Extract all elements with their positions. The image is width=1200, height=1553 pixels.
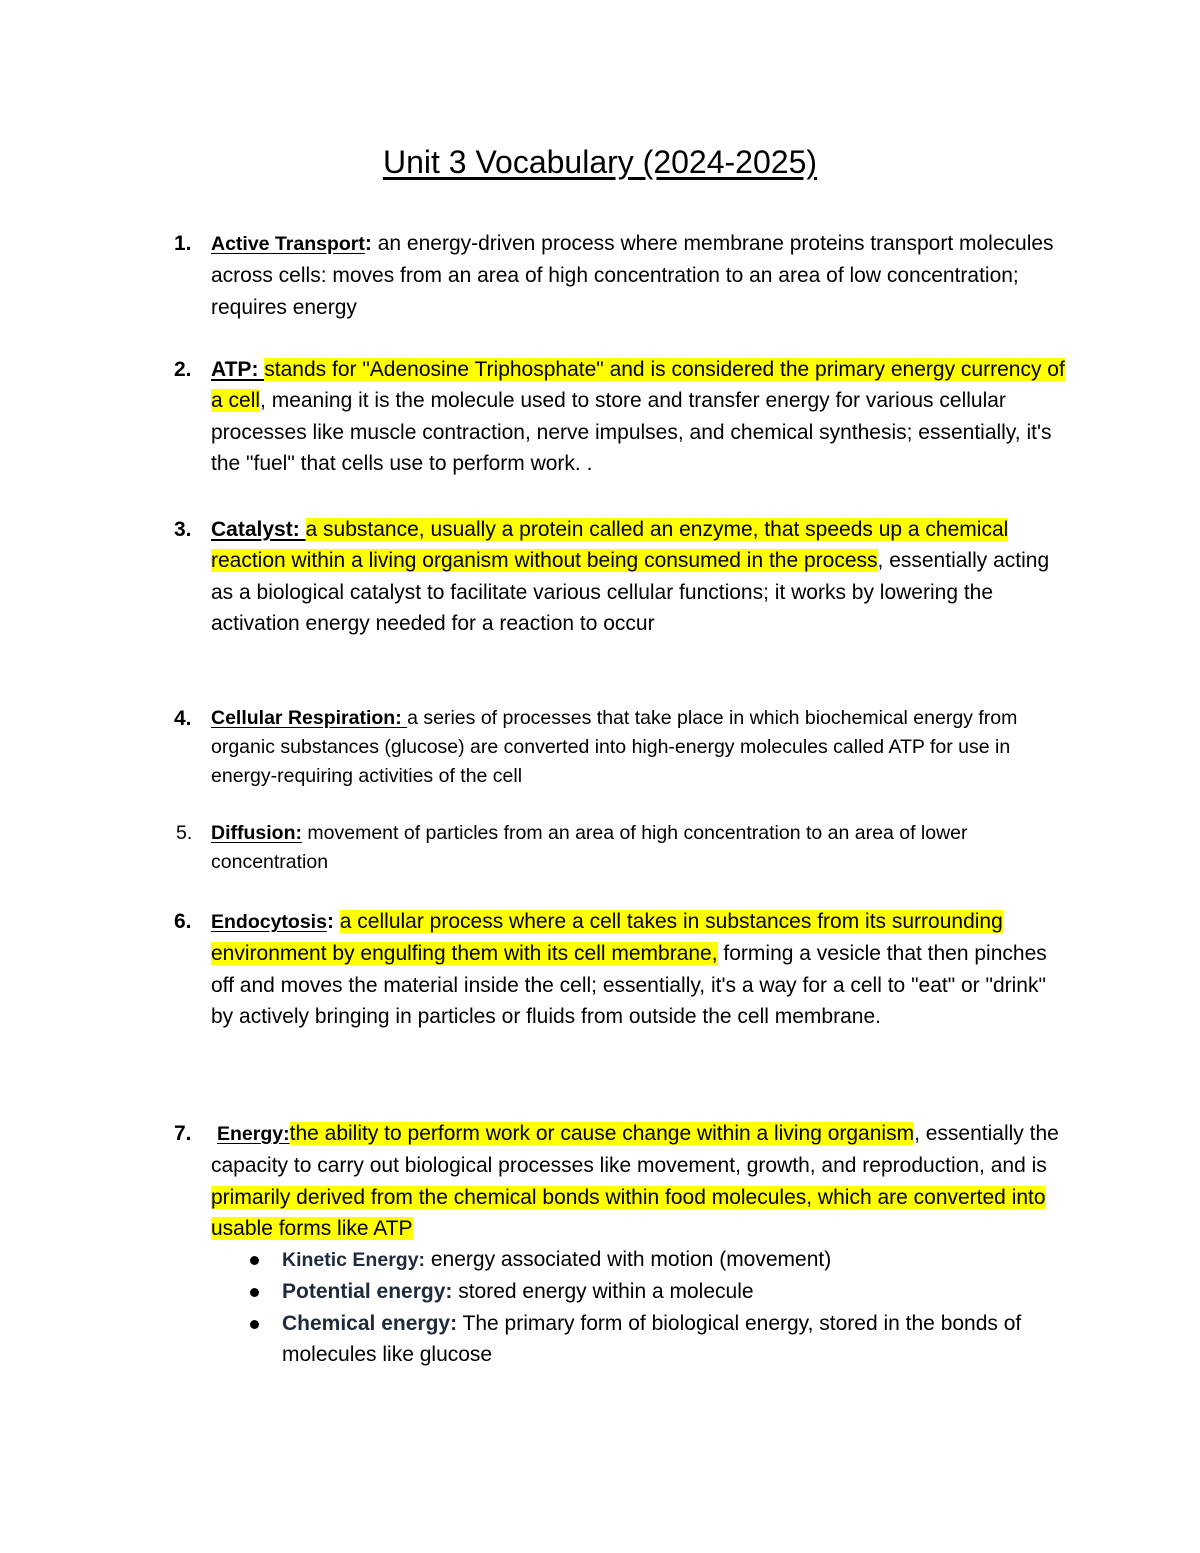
entry-definition: movement of particles from an area of high concentration to an area of lower concentration — [211, 822, 968, 873]
entry-number: 1. — [174, 232, 192, 255]
page-title: Unit 3 Vocabulary (2024-2025) — [382, 144, 818, 180]
entry-number: 7. — [174, 1122, 192, 1145]
entry-number: 5. — [176, 822, 193, 844]
entry-body — [211, 704, 1071, 791]
entry-term: Energy: — [217, 1123, 290, 1145]
entry-body — [211, 906, 1071, 1032]
bullet-term: Chemical energy: — [282, 1311, 458, 1335]
entry-body — [211, 354, 1071, 479]
bullet-icon — [250, 1256, 259, 1265]
entry-definition-highlight-2: primarily derived from the chemical bonds within food molecules, which are converted into usable forms like ATP — [211, 1185, 1046, 1240]
entry-body — [211, 228, 1071, 323]
entry-definition: , meaning it is the molecule used to store and transfer energy for various cellular processes like muscle contraction, nerve impulses, and chemical synthesis; essentially, it's the "fuel" that cells use to perform work. . — [211, 389, 1052, 475]
entry-definition: an energy-driven process where membrane proteins transport molecules across cells: moves from an area of high concentration to an area of low concentration; requires energy — [211, 232, 1054, 319]
entry-term: Endocytosis — [211, 911, 327, 933]
entry-body — [211, 514, 1071, 639]
entry-number: 6. — [174, 910, 192, 933]
energy-types-list — [211, 1244, 1071, 1370]
entry-term: ATP: — [211, 358, 265, 381]
bullet-text: The primary form of biological energy, stored in the bonds of molecules like glucose — [282, 1311, 1022, 1367]
entry-definition: a series of processes that take place in which biochemical energy from organic substances (glucose) are converted into high-energy molecules called ATP for use in energy-requiring activities of the cell — [211, 707, 1018, 787]
entry-definition-highlight: stands for "Adenosine Triphosphate" and is considered the primary energy currency of a cell — [211, 358, 1065, 413]
bullet-term: Potential energy: — [282, 1280, 453, 1304]
bullet-term: Kinetic Energy: — [282, 1249, 426, 1272]
entry-term: Cellular Respiration: — [211, 707, 408, 729]
entry-number: 2. — [174, 358, 192, 381]
entry-term: Catalyst: — [211, 518, 306, 541]
entry-definition: , essentially the capacity to carry out biological processes like movement, growth, and reproduction, and is — [211, 1122, 1059, 1178]
entry-definition-highlight: a substance, usually a protein called an enzyme, that speeds up a chemical reaction within a living organism without being consumed in the process — [211, 518, 1009, 573]
entry-term-suffix: : — [326, 910, 334, 933]
entry-definition: forming a vesicle that then pinches off and moves the material inside the cell; essentially, it's a way for a cell to "eat" or "drink" by actively bringing in particles or fluids from outside the cell membrane. — [211, 942, 1047, 1028]
bullet-icon — [250, 1288, 259, 1297]
entry-number: 3. — [174, 518, 192, 541]
entry-body — [211, 1118, 1071, 1370]
bullet-text: energy associated with motion (movement) — [425, 1248, 832, 1272]
entry-term: Active Transport — [211, 233, 365, 255]
list-item — [0, 1244, 1071, 1276]
entry-term: Diffusion: — [211, 822, 302, 844]
list-item — [0, 1308, 1071, 1371]
list-item — [0, 1276, 1071, 1307]
bullet-text: stored energy within a molecule — [452, 1280, 754, 1304]
entry-definition-highlight: a cellular process where a cell takes in substances from its surrounding environment by engulfing them with its cell membrane, — [211, 910, 1003, 966]
entry-definition: , essentially acting as a biological catalyst to facilitate various cellular functions; it works by lowering the activation energy needed for a reaction to occur — [211, 549, 1050, 635]
entry-term-suffix: : — [364, 232, 372, 255]
entry-definition-highlight: the ability to perform work or cause change within a living organism — [289, 1122, 915, 1145]
entry-number: 4. — [174, 707, 192, 730]
bullet-icon — [250, 1320, 259, 1329]
entry-body — [211, 819, 1071, 877]
